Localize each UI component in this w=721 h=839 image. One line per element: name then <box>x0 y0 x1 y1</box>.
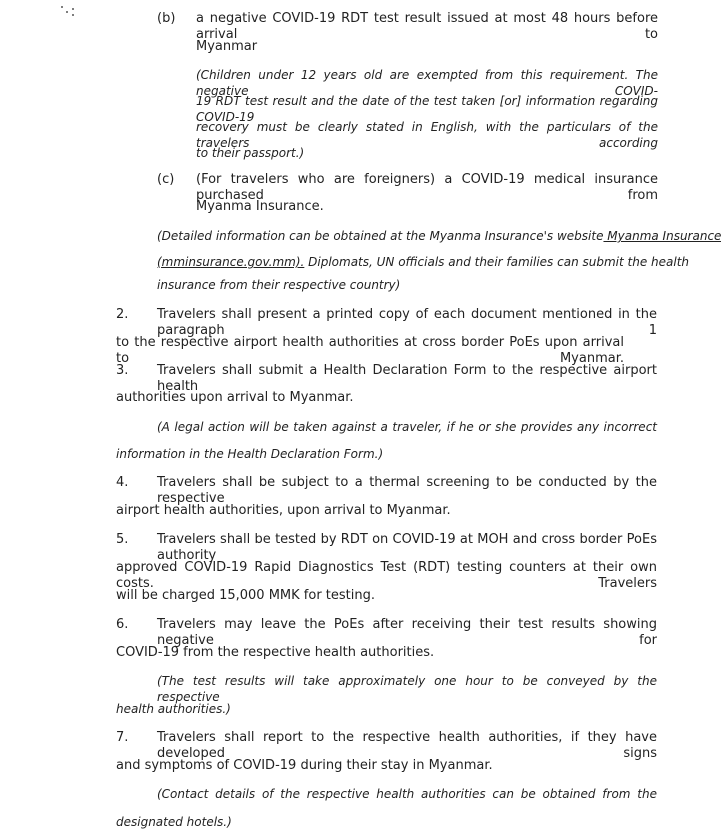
item-c-label: (c) <box>157 172 175 187</box>
item-b-note-line: 19 RDT test result and the date of the test taken [or] information regarding COVID-19 <box>196 94 658 124</box>
scan-speck <box>72 8 74 10</box>
paragraph-3-number: 3. <box>116 363 129 378</box>
paragraph-3-line: Travelers shall submit a Health Declaration Form to the respective airport health <box>157 363 657 394</box>
paragraph-6-line: Travelers may leave the PoEs after receiving their test results showing negative for <box>157 617 657 648</box>
paragraph-5-line: Travelers shall be tested by RDT on COVID-19 at MOH and cross border PoEs authority <box>157 532 657 563</box>
paragraph-4-line: airport health authorities, upon arrival to Myanmar. <box>116 503 451 518</box>
item-c-note-line <box>157 254 690 270</box>
paragraph-6-line: COVID-19 from the respective health authorities. <box>116 645 435 660</box>
insurance-website-link[interactable]: Myanma Insurance <box>603 229 721 243</box>
paragraph-7-note-line: designated hotels.) <box>116 815 232 829</box>
item-b-note-line: to their passport.) <box>196 146 305 160</box>
paragraph-5-number: 5. <box>116 532 129 547</box>
item-b-text-line: Myanmar <box>196 39 258 54</box>
scan-speck <box>66 11 68 13</box>
paragraph-2-line: to the respective airport health authorities at cross border PoEs upon arrival to Myanmar. <box>116 335 624 366</box>
paragraph-3-note-line: (A legal action will be taken against a traveler, if he or she provides any incorrect <box>157 420 657 434</box>
paragraph-2-number: 2. <box>116 307 129 322</box>
paragraph-2-line: Travelers shall present a printed copy of each document mentioned in the paragraph 1 <box>157 307 657 338</box>
item-b-note-line: (Children under 12 years old are exempted from this requirement. The negative COVID- <box>196 68 658 98</box>
item-c-note-line <box>157 228 721 244</box>
item-c-text-line: (For travelers who are foreigners) a COVID-19 medical insurance purchased from <box>196 172 658 203</box>
paragraph-6-number: 6. <box>116 617 129 632</box>
item-c-note-text: (Detailed information can be obtained at the Myanma Insurance's website <box>157 229 604 243</box>
paragraph-6-note-line: health authorities.) <box>116 702 231 716</box>
paragraph-5-line: will be charged 15,000 MMK for testing. <box>116 588 376 603</box>
insurance-url-link[interactable]: (mminsurance.gov.mm). <box>157 255 305 269</box>
scan-speck <box>61 6 63 8</box>
scan-speck <box>72 14 74 16</box>
paragraph-3-note-line: information in the Health Declaration Form.) <box>116 447 384 461</box>
item-c-text-line: Myanma Insurance. <box>196 199 324 214</box>
paragraph-3-line: authorities upon arrival to Myanmar. <box>116 390 354 405</box>
paragraph-6-note-line: (The test results will take approximately one hour to be conveyed by the respective <box>157 674 657 704</box>
paragraph-7-line: and symptoms of COVID-19 during their stay in Myanmar. <box>116 758 493 773</box>
paragraph-7-line: Travelers shall report to the respective health authorities, if they have developed signs <box>157 730 657 761</box>
item-b-note-line: recovery must be clearly stated in English, with the particulars of the travelers according <box>196 120 658 150</box>
paragraph-7-number: 7. <box>116 730 129 745</box>
paragraph-4-line: Travelers shall be subject to a thermal screening to be conducted by the respective <box>157 475 657 506</box>
paragraph-4-number: 4. <box>116 475 129 490</box>
item-c-note-text: Diplomats, UN officials and their families can submit the health <box>304 255 690 269</box>
item-b-label: (b) <box>157 11 176 26</box>
paragraph-7-note-line: (Contact details of the respective health authorities can be obtained from the <box>157 787 657 801</box>
paragraph-5-line: approved COVID-19 Rapid Diagnostics Test (RDT) testing counters at their own costs. Travelers <box>116 560 657 591</box>
item-c-note-line: insurance from their respective country) <box>157 278 401 292</box>
item-b-text-line: a negative COVID-19 RDT test result issued at most 48 hours before arrival to <box>196 11 658 42</box>
